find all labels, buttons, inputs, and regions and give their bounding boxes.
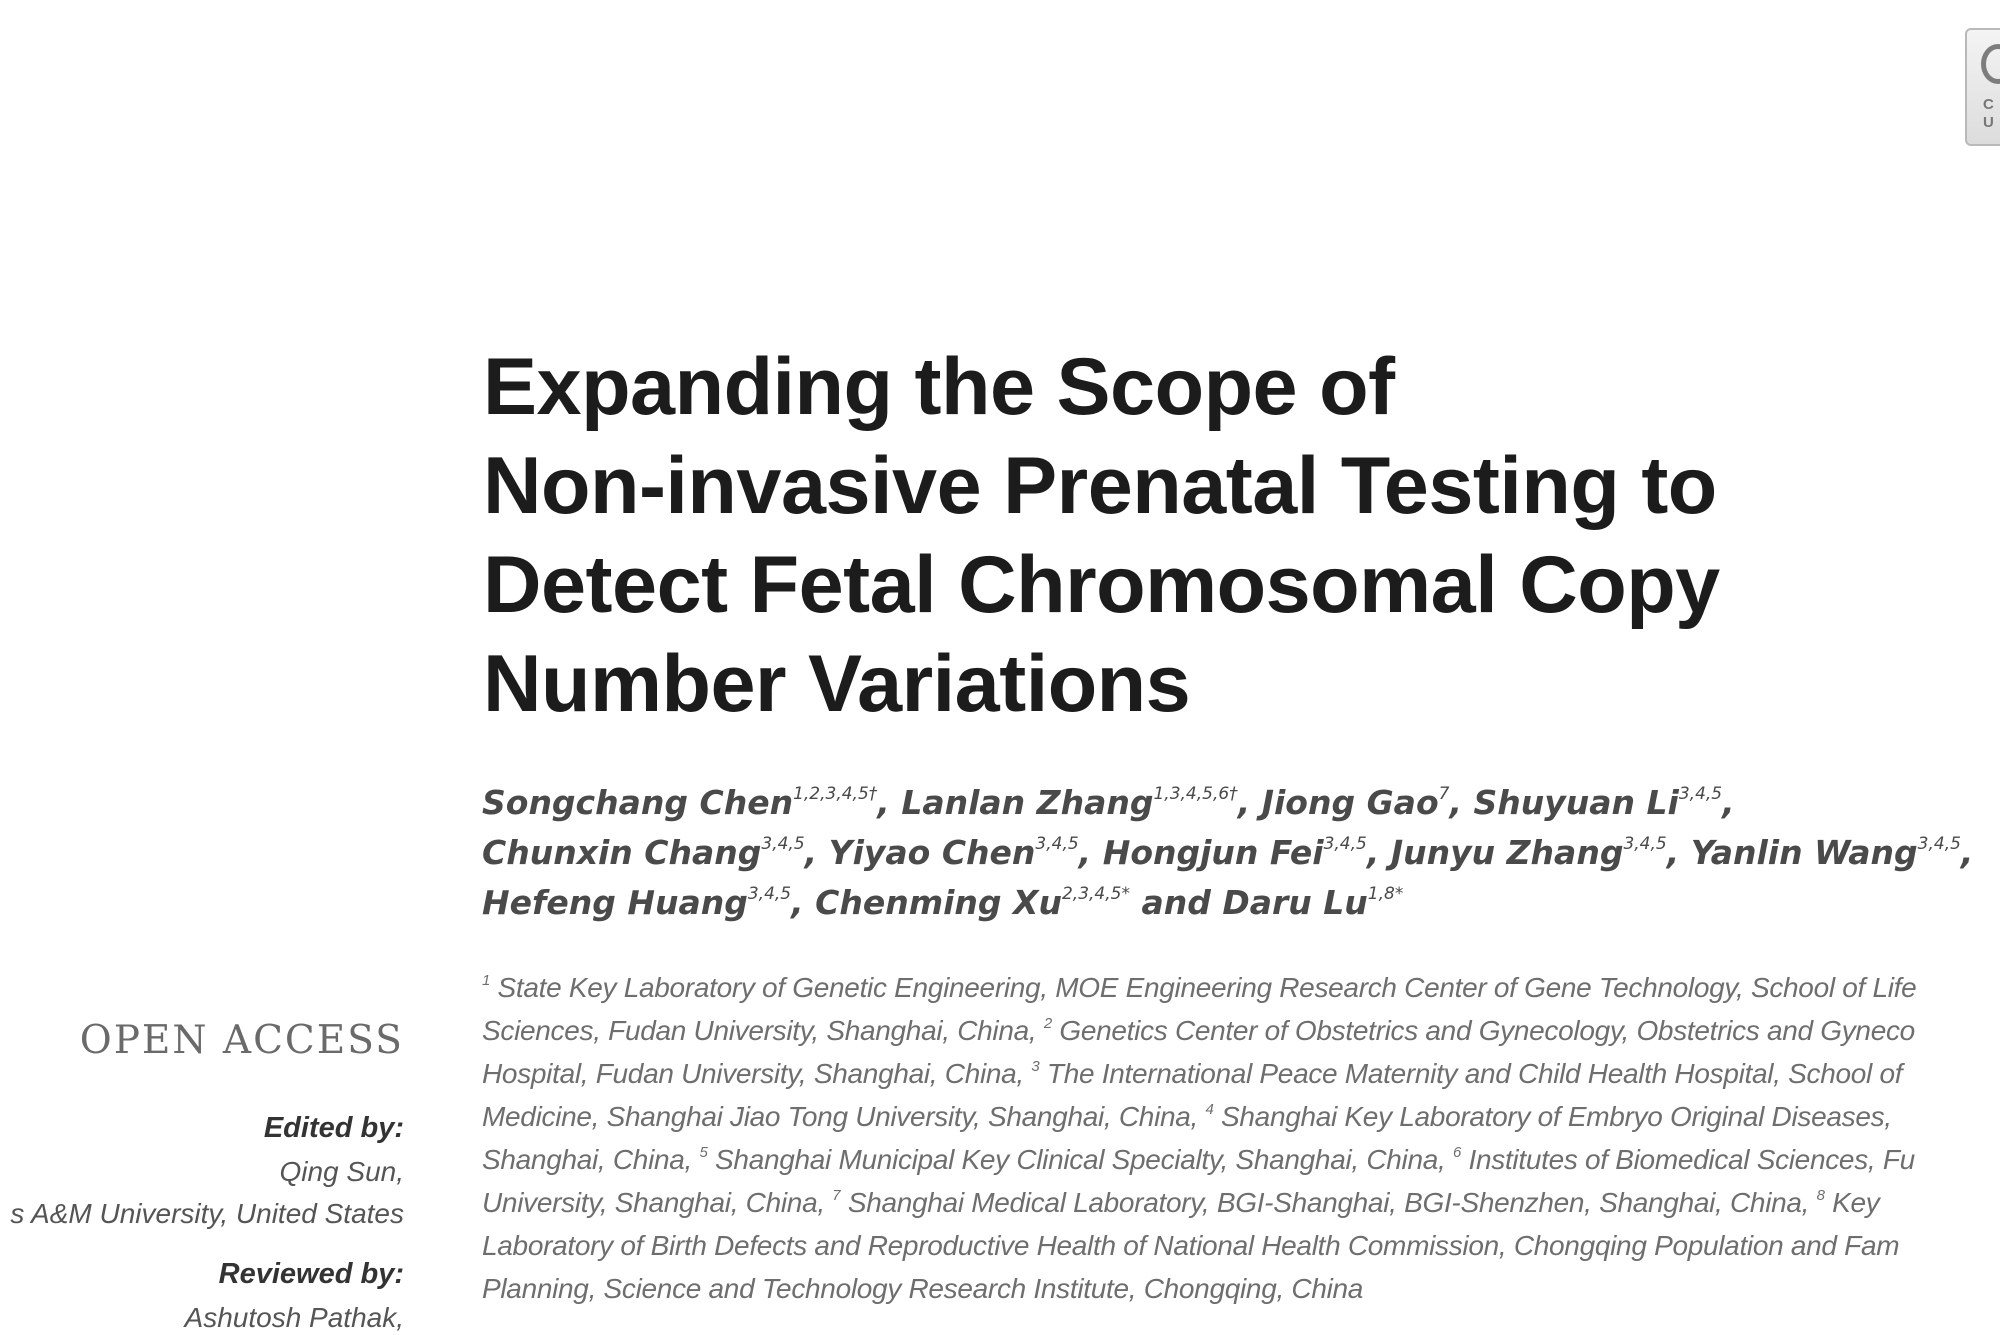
author-name[interactable]: Yanlin Wang [1690,833,1918,872]
affiliation-line [482,1095,2000,1138]
author-affiliation-marks: 3,4,5 [1623,834,1667,854]
title-line: Expanding the Scope of [483,342,1395,432]
affiliation-line [482,1009,2000,1052]
author-affiliation-marks: 3,4,5 [1678,784,1723,804]
reviewed-by-label: Reviewed by: [218,1258,404,1290]
author-name[interactable]: Junyu Zhang [1390,833,1624,872]
author-separator: , [1722,783,1735,822]
check-for-updates-badge[interactable] [1965,28,2000,146]
affiliation-text: Laboratory of Birth Defects and Reproductive Health of National Health Commission, Chongqing Population and Fam [482,1230,1900,1261]
affiliation-number: 2 [1043,1015,1052,1032]
author-affiliation-marks: 1,8* [1367,884,1404,904]
affiliation-number: 5 [699,1144,708,1161]
affiliation-line [482,1224,2000,1267]
title-line: Number Variations [483,639,1191,729]
author-affiliation-marks: 1,3,4,5,6† [1153,784,1238,804]
author-name[interactable]: Jiong Gao [1261,783,1439,822]
author-affiliation-marks: 1,2,3,4,5† [793,784,878,804]
badge-text-line: U [1983,114,1994,131]
author-line [482,828,2000,878]
affiliation-text: Key [1824,1187,1880,1218]
affiliation-line [482,1267,2000,1310]
author-affiliation-marks: 3,4,5 [761,834,805,854]
affiliation-list [482,966,2000,1310]
badge-text [1983,96,1994,132]
author-name[interactable]: Chunxin Chang [482,833,762,872]
author-name[interactable]: Lanlan Zhang [901,783,1154,822]
author-separator: , [804,833,829,872]
affiliation-text: Planning, Science and Technology Research Institute, Chongqing, China [482,1273,1364,1304]
author-affiliation-marks: 3,4,5 [747,884,792,904]
affiliation-number: 6 [1452,1144,1462,1161]
author-separator: , [877,783,902,822]
author-name[interactable]: Shuyuan Li [1473,783,1679,822]
author-name[interactable]: Chenming Xu [815,883,1062,922]
affiliation-line [482,966,2000,1009]
author-affiliation-marks: 3,4,5 [1917,834,1961,854]
title-line: Non-invasive Prenatal Testing to [483,441,1717,531]
reviewer-name[interactable]: Ashutosh Pathak, [184,1302,404,1333]
crossmark-icon [1981,44,2000,84]
affiliation-text: Shanghai, China, [482,1144,700,1175]
affiliation-line [482,1181,2000,1224]
author-separator: , [1960,833,1974,872]
open-access-label: OPEN ACCESS [79,1018,404,1063]
affiliation-text: Shanghai Medical Laboratory, BGI-Shanghai, BGI-Shenzhen, Shanghai, China, [840,1187,1817,1218]
badge-text-line: C [1983,96,1994,113]
editor-name[interactable]: Qing Sun, [279,1156,404,1187]
affiliation-text: The International Peace Maternity and Child Health Hospital, School of [1039,1058,1903,1089]
author-separator: , [1078,833,1103,872]
affiliation-text: Shanghai Key Laboratory of Embryo Original Diseases, [1213,1101,1892,1132]
author-affiliation-marks: 3,4,5 [1323,834,1367,854]
author-line [482,778,2000,828]
affiliation-number: 1 [482,972,491,989]
author-line [482,878,2000,928]
author-name[interactable]: Daru Lu [1222,883,1368,922]
author-affiliation-marks: 7 [1438,784,1450,804]
author-separator: , [1666,833,1691,872]
author-list [482,778,2000,928]
affiliation-text: State Key Laboratory of Genetic Engineering, MOE Engineering Research Center of Gene Technology, School of Life [490,972,1917,1003]
affiliation-line [482,1138,2000,1181]
affiliation-text: Medicine, Shanghai Jiao Tong University, Shanghai, China, [482,1101,1206,1132]
article-title [483,338,1963,734]
author-separator: , [791,883,816,922]
affiliation-text: Sciences, Fudan University, Shanghai, China, [482,1015,1044,1046]
affiliation-text: Shanghai Municipal Key Clinical Specialty, Shanghai, China, [707,1144,1453,1175]
affiliation-text: Genetics Center of Obstetrics and Gynecology, Obstetrics and Gyneco [1051,1015,1915,1046]
edited-by-label: Edited by: [263,1112,404,1144]
affiliation-text: Institutes of Biomedical Sciences, Fu [1461,1144,1915,1175]
affiliation-number: 7 [832,1187,841,1204]
author-separator: and [1129,883,1223,922]
affiliation-line [482,1052,2000,1095]
author-name[interactable]: Hefeng Huang [482,883,748,922]
author-affiliation-marks: 3,4,5 [1035,834,1079,854]
affiliation-number: 3 [1031,1058,1040,1075]
author-name[interactable]: Hongjun Fei [1102,833,1324,872]
affiliation-text: University, Shanghai, China, [482,1187,833,1218]
author-name[interactable]: Yiyao Chen [828,833,1036,872]
editor-affiliation: s A&M University, United States [10,1198,404,1229]
affiliation-text: Hospital, Fudan University, Shanghai, China, [482,1058,1032,1089]
author-separator: , [1449,783,1474,822]
author-separator: , [1366,833,1391,872]
author-affiliation-marks: 2,3,4,5* [1061,884,1130,904]
author-separator: , [1237,783,1262,822]
affiliation-number: 8 [1816,1187,1825,1204]
author-name[interactable]: Songchang Chen [482,783,794,822]
title-line: Detect Fetal Chromosomal Copy [483,540,1720,630]
affiliation-number: 4 [1205,1101,1214,1118]
